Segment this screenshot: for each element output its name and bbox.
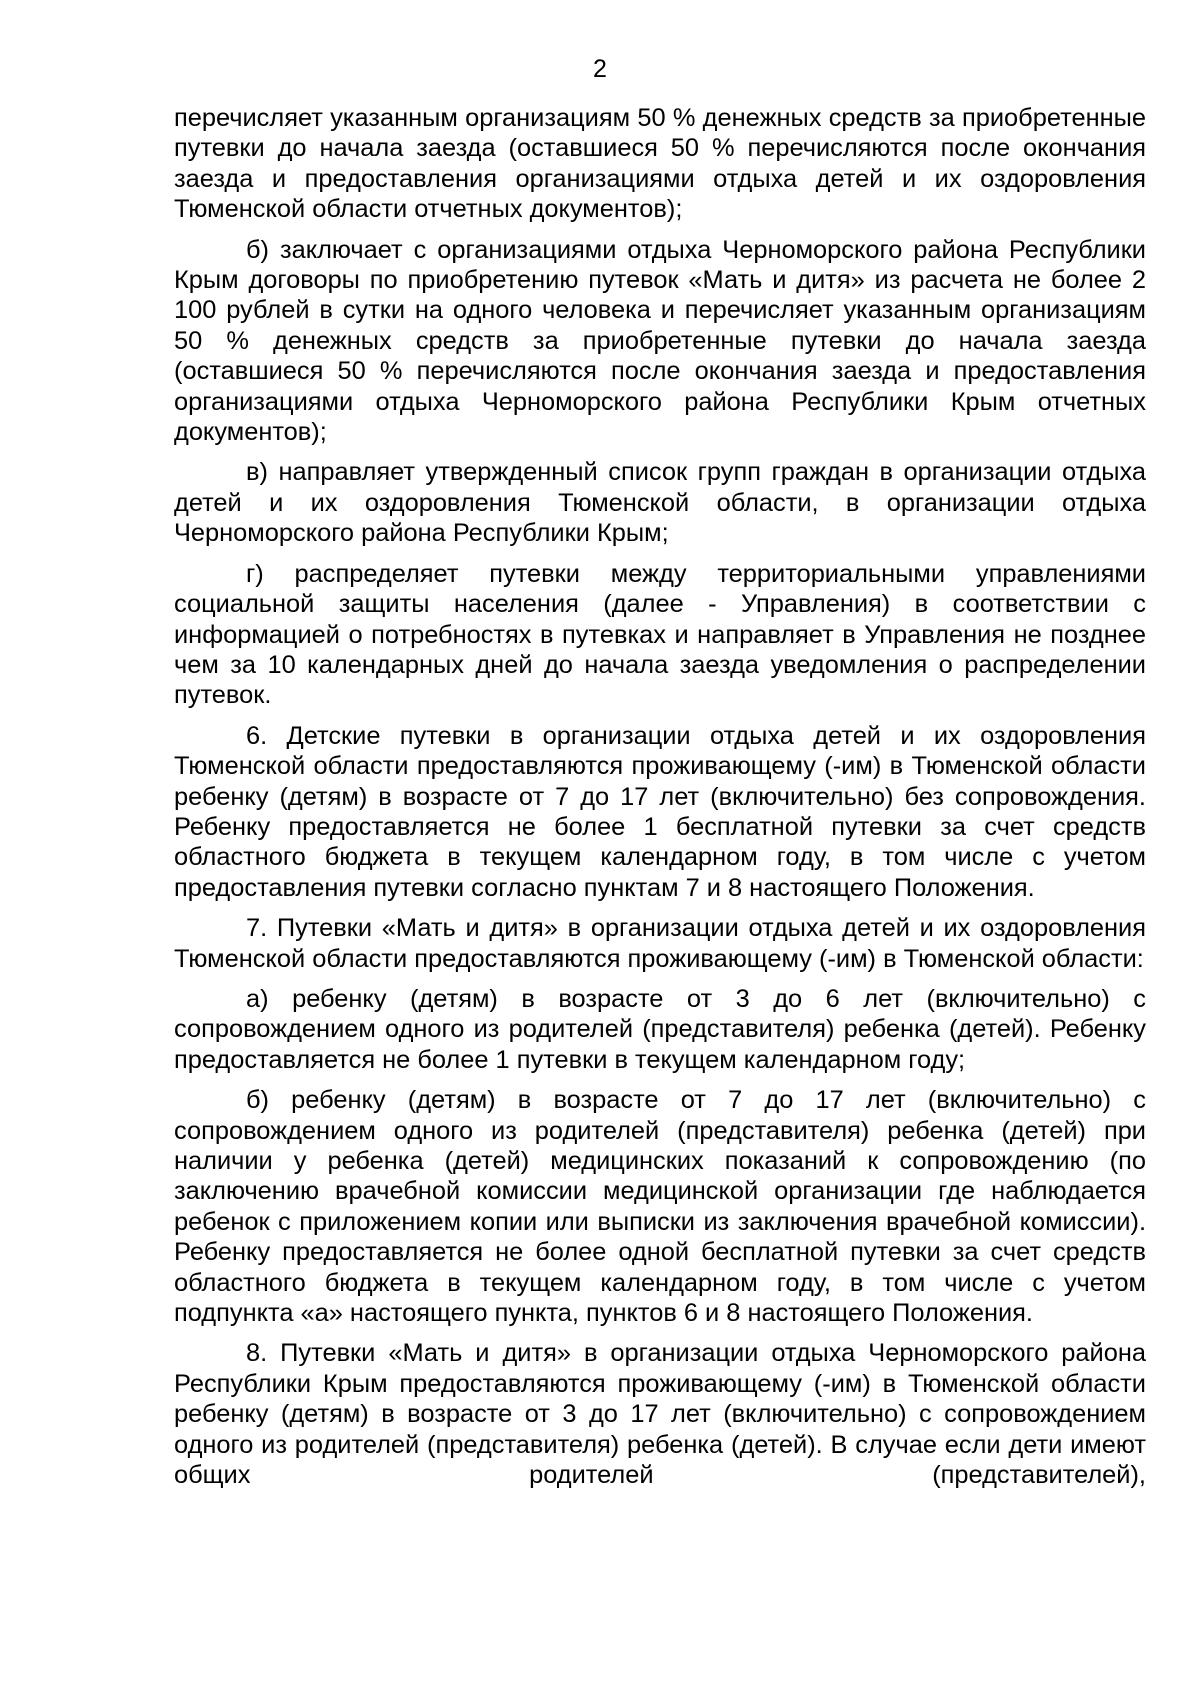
paragraph-continuation: перечисляет указанным организациям 50 % денежных средств за приобретенные путевки до начала заезда (оставшиеся 50 % перечисляются после окончания заезда и предоставления организациями отдыха детей и их оздоровления Тюменской области отчетных документов); xyxy=(174,104,1146,224)
paragraph-item-7-a: а) ребенку (детям) в возрасте от 3 до 6 лет (включительно) с сопровождением одного из родителей (представителя) ребенка (детей). Ребенку предоставляется не более 1 путевки в текущем календарном году; xyxy=(174,984,1146,1074)
paragraph-subitem-b: б) заключает с организациями отдыха Черноморского района Республики Крым договоры по приобретению путевок «Мать и дитя» из расчета не более 2 100 рублей в сутки на одного человека и перечисляет указанным организациям 50 % денежных средств за приобретенные путевки до начала заезда (оставшиеся 50 % перечисляются после окончания заезда и предоставления организациями отдыха Черноморского района Республики Крым отчетных документов); xyxy=(174,235,1146,447)
paragraph-item-8: 8. Путевки «Мать и дитя» в организации отдыха Черноморского района Республики Крым предоставляются проживающему (-им) в Тюменской области ребенку (детям) в возрасте от 3 до 17 лет (включительно) с сопровождением одного из родителей (представителя) ребенка (детей). В случае если дети имеют общих родителей (представителей), xyxy=(174,1339,1146,1490)
paragraph-item-7: 7. Путевки «Мать и дитя» в организации отдыха детей и их оздоровления Тюменской области предоставляются проживающему (-им) в Тюменской области: xyxy=(174,914,1146,973)
paragraph-item-7-b: б) ребенку (детям) в возрасте от 7 до 17 лет (включительно) с сопровождением одного из родителей (представителя) ребенка (детей) при наличии у ребенка (детей) медицинских показаний к сопровождению (по заключению врачебной комиссии медицинской организации где наблюдается ребенок с приложением копии или выписки из заключения врачебной комиссии). Ребенку предоставляется не более одной бесплатной путевки за счет средств областного бюджета в текущем календарном году, в том числе с учетом подпункта «а» настоящего пункта, пунктов 6 и 8 настоящего Положения. xyxy=(174,1086,1146,1328)
page-number: 2 xyxy=(593,55,607,83)
document-body xyxy=(174,103,1146,1500)
paragraph-item-6: 6. Детские путевки в организации отдыха детей и их оздоровления Тюменской области предоставляются проживающему (-им) в Тюменской области ребенку (детям) в возрасте от 7 до 17 лет (включительно) без сопровождения. Ребенку предоставляется не более 1 бесплатной путевки за счет средств областного бюджета в текущем календарном году, в том числе с учетом предоставления путевки согласно пунктам 7 и 8 настоящего Положения. xyxy=(174,721,1146,902)
paragraph-subitem-v: в) направляет утвержденный список групп граждан в организации отдыха детей и их оздоровления Тюменской области, в организации отдыха Черноморского района Республики Крым; xyxy=(174,458,1146,548)
paragraph-subitem-g: г) распределяет путевки между территориальными управлениями социальной защиты населения (далее - Управления) в соответствии с информацией о потребностях в путевках и направляет в Управления не позднее чем за 10 календарных дней до начала заезда уведомления о распределении путевок. xyxy=(174,559,1146,710)
